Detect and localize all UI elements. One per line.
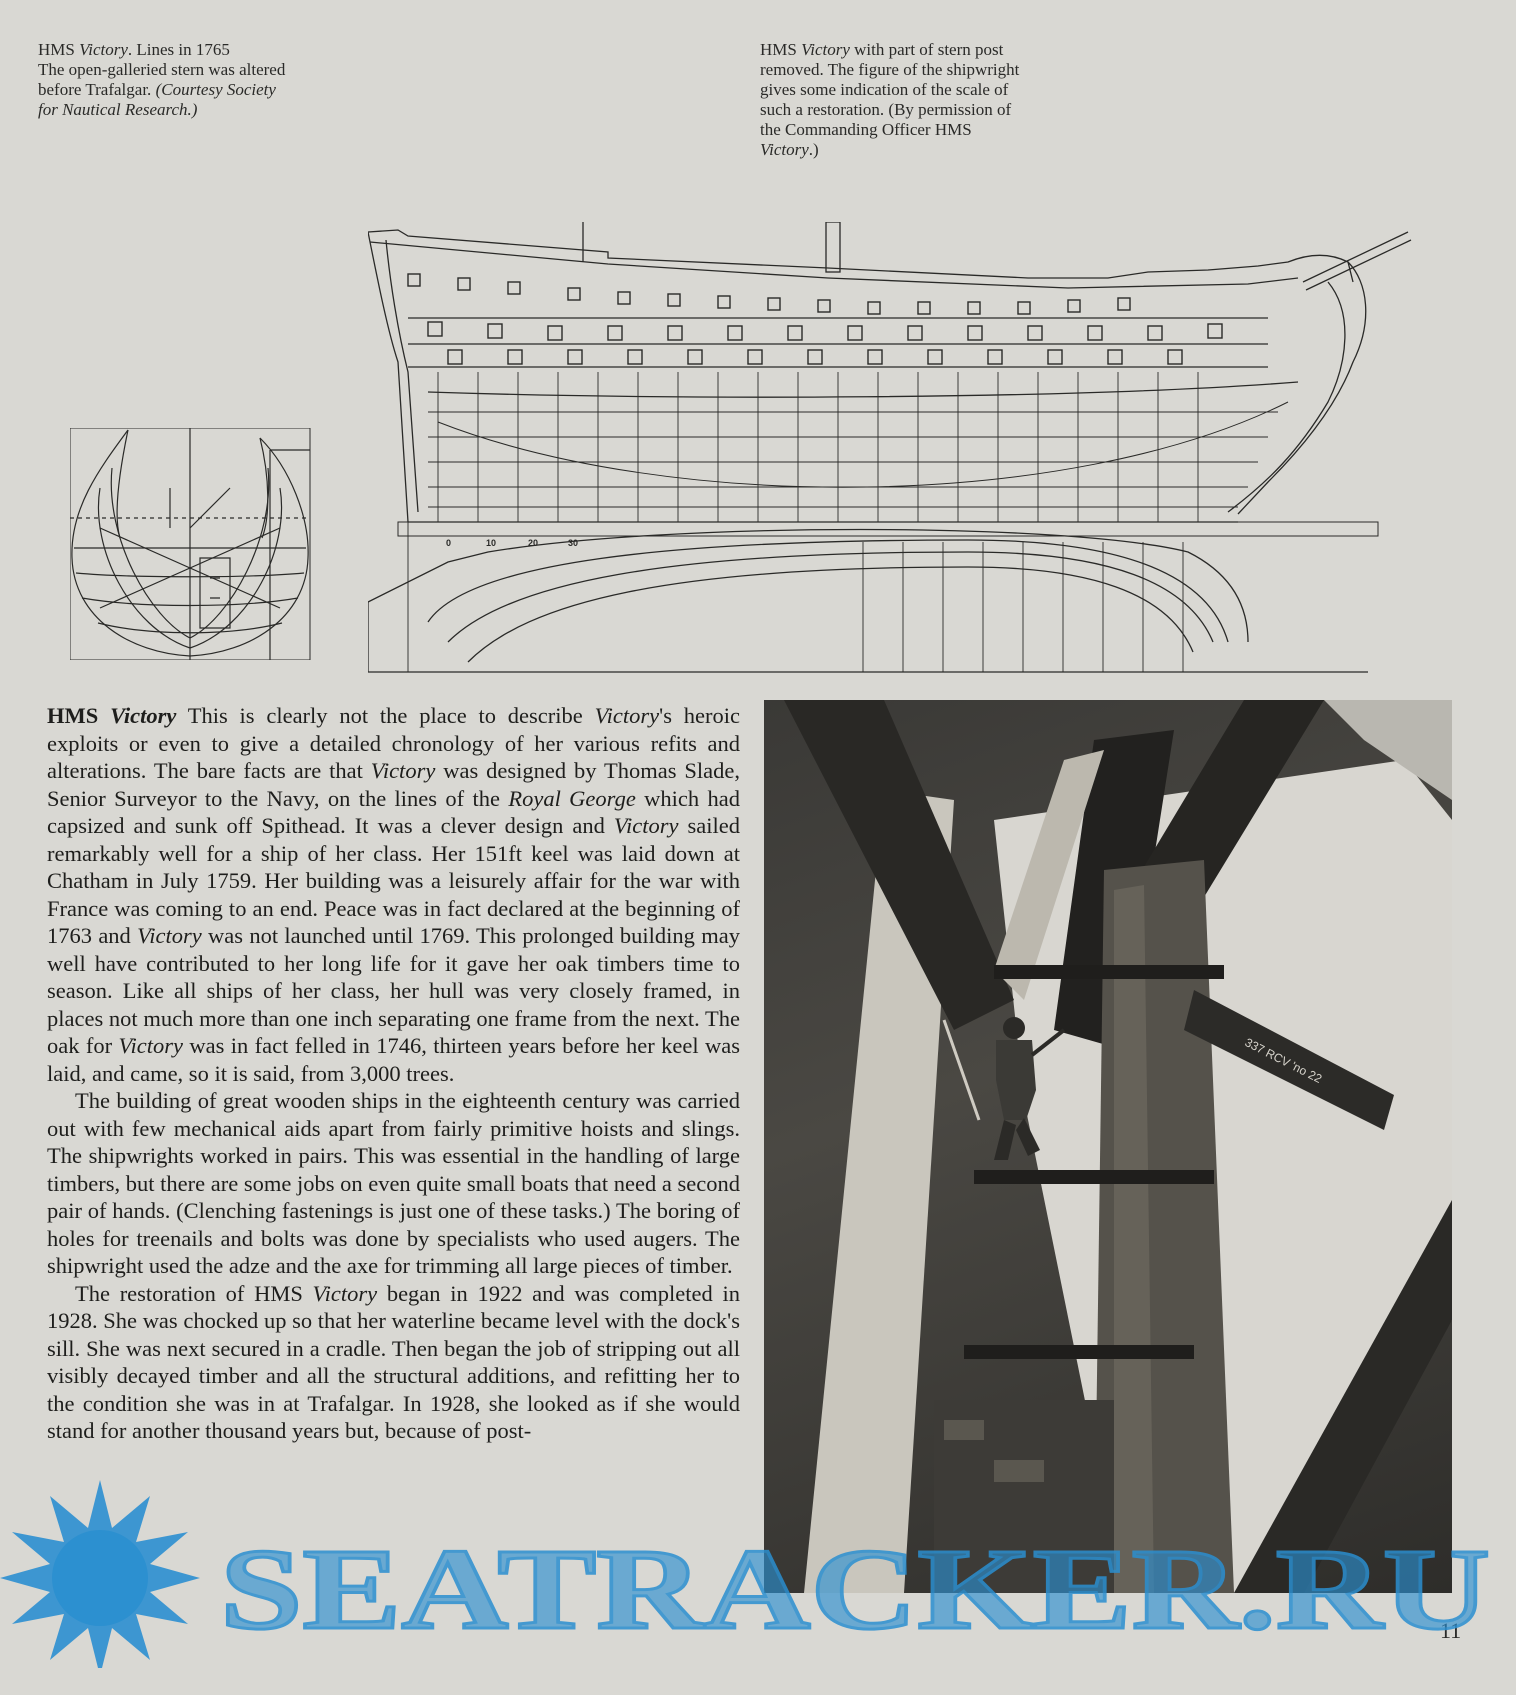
text-run: This is clearly not the place to describe [176,703,595,728]
sheer-plan-drawing [368,222,1428,682]
text-run: Royal George [508,785,636,811]
hull-cross-section-drawing [70,428,320,660]
watermark-logo [0,1478,1516,1668]
text-run: Victory [370,758,436,783]
caption-lines-drawing [38,40,368,120]
caption-right-line-6: Victory.) [760,140,819,159]
paragraph-3 [47,1280,740,1445]
text-run: which had capsized and sunk off Spithead. It was a clever design and [47,785,741,838]
caption-right-line-3: gives some indication of the scale of [760,80,1009,99]
scale-label: 0 [446,538,452,548]
lead-title: HMS [47,703,111,728]
text-run: Victory [118,1033,184,1058]
caption-right-line-4: such a restoration. (By permission of [760,100,1012,119]
text-run: was in fact felled in 1746, thirteen years before her keel was laid, and came, so it is said, from 3,000 trees. [47,1033,740,1086]
text-run: was not launched until 1769. This prolonged building may well have contributed to her long life for it gave her oak timbers time to season. Like all ships of her class, her hull was very closely framed, in places not much more than one inch separating one frame from the next. The oak for [47,923,740,1058]
paragraph-2: The building of great wooden ships in the eighteenth century was carried out with few mechanical aids apart from fairly primitive hoists and slings. The shipwrights worked in pairs. This was essential in the handling of large timbers, but there are some jobs on even quite small boats that need a second pair of hands. (Clenching fastenings is just one of these tasks.) The boring of holes for treenails and bolts was done by specialists who used augers. The shipwright used the adze and the axe for trimming all large pieces of timber. [47,1088,740,1278]
caption-right-line-1: HMS Victory with part of stern post [760,40,1004,59]
caption-right-line-5: the Commanding Officer HMS [760,120,972,139]
text-run: Victory [613,813,679,838]
photo-illustration [764,700,1452,1593]
scale-label: 20 [528,538,539,548]
restoration-photograph [764,700,1452,1593]
text-run: The restoration of HMS [75,1280,313,1306]
sunburst-icon [0,1480,200,1668]
caption-left-line-1: HMS Victory. Lines in 1765 [38,40,230,59]
text-run: began in 1922 and was completed in 1928. She was chocked up so that her waterline became level with the dock's sill. She was next secured in a cradle. Then began the job of stripping out all visibly decayed timber and all the structural additions, and refitting her to the condition she was in at Trafalgar. In 1928, she looked as if she would stand for another thousand years but, because of post- [47,1280,740,1443]
caption-right-line-2: removed. The figure of the shipwright [760,60,1020,79]
watermark-text: SEATRACKER.RU [220,1526,1490,1654]
lead-title: Victory [110,703,177,728]
text-run: Victory [137,923,202,948]
beam-marking: 337 RCV 'no 22 [1242,1035,1325,1086]
article-body [47,702,740,1445]
caption-left-line-4: for Nautical Research.) [38,100,198,119]
scale-label: 10 [486,538,497,548]
caption-photo [760,40,1100,160]
paragraph-1 [47,702,740,1087]
caption-left-line-3: before Trafalgar. (Courtesy Society [38,80,276,99]
text-run: sailed remarkably well for a ship of her class. Her 151ft keel was laid down at Chatham in July 1759. Her building was a leisurely affair for the war with France was coming to an end. Peace was in fact declared at the beginning of 1763 and [47,813,741,948]
caption-left-line-2: The open-galleried stern was altered [38,60,286,79]
scale-label: 30 [568,538,579,548]
text-run: was designed by Thomas Slade, Senior Surveyor to the Navy, on the lines of the [47,758,741,811]
page-number: 11 [1440,1618,1462,1643]
text-run: Victory [312,1280,378,1306]
text-run: 's heroic exploits or even to give a detailed chronology of her various refits and alterations. The bare facts are that [47,703,740,783]
text-run: Victory [594,703,660,728]
